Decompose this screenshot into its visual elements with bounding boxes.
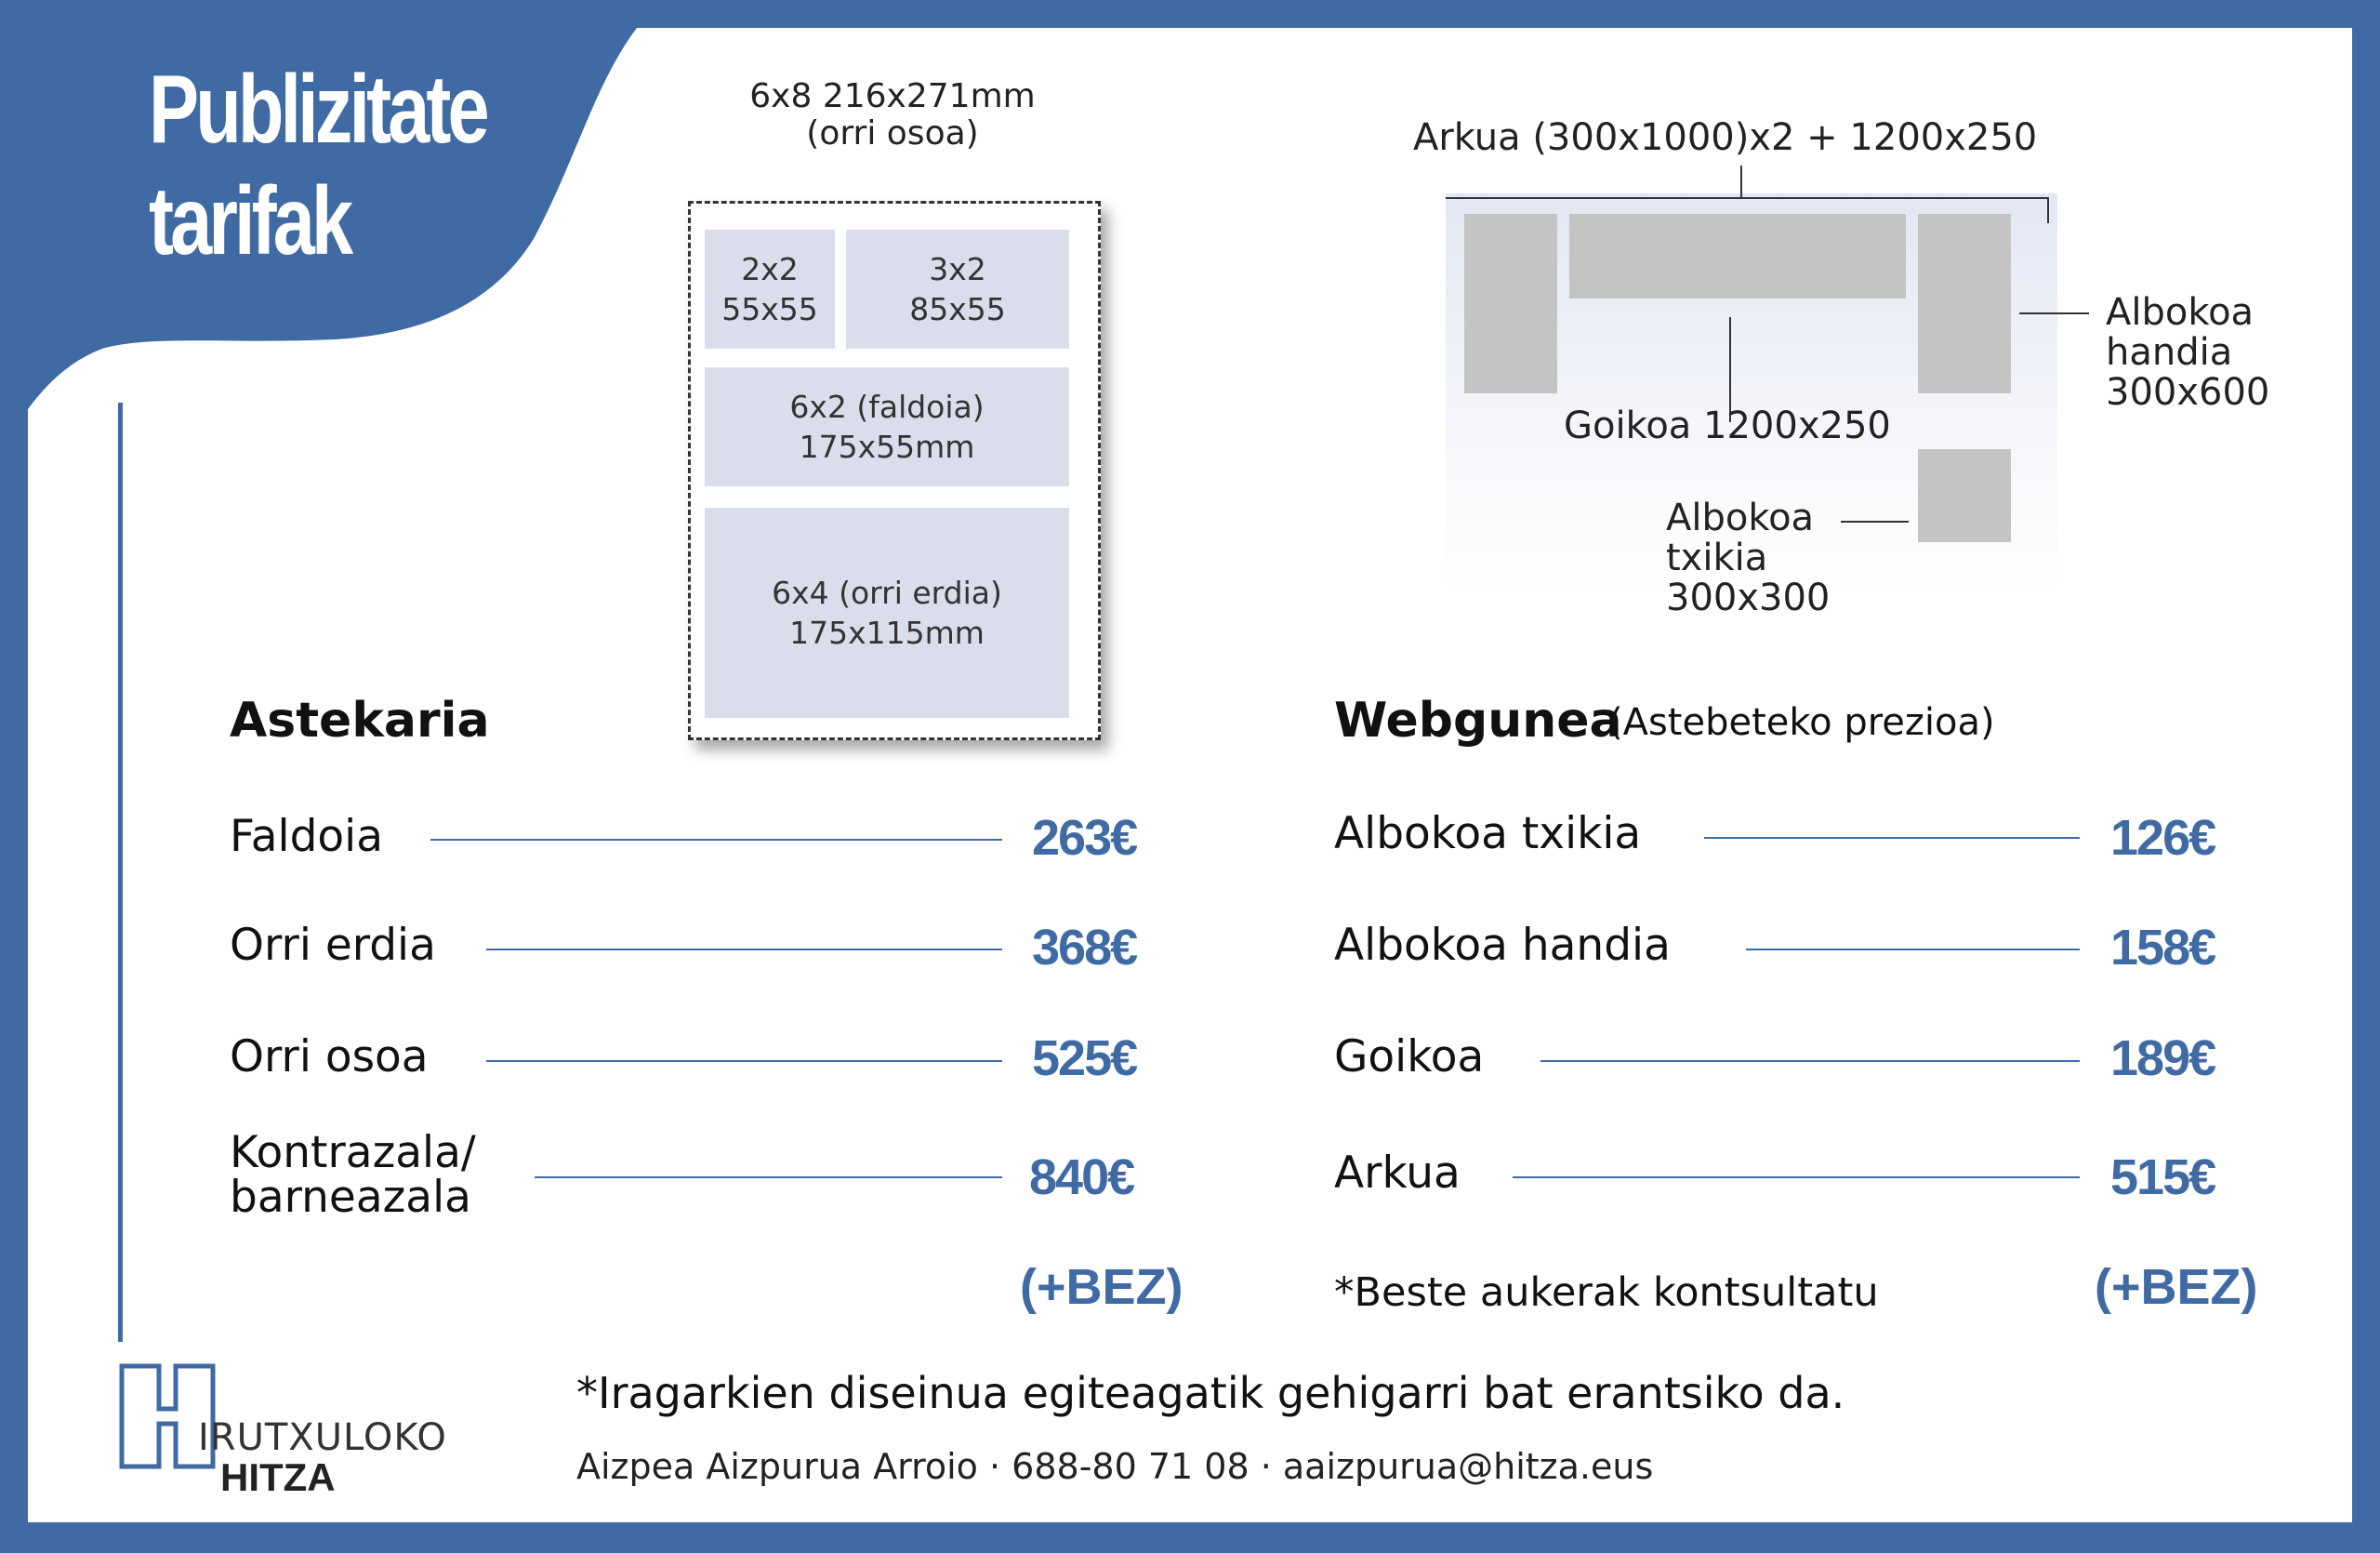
box-3x2	[846, 230, 1069, 349]
txikia-pointer	[1841, 521, 1909, 523]
astekaria-title: Astekaria	[230, 693, 490, 749]
astekaria-row-leader	[486, 949, 1002, 950]
webgunea-row-label: Albokoa txikia	[1334, 808, 1642, 859]
sheet-label-size: 6x8 216x271mm	[749, 77, 1036, 115]
page-title-line-1: Publizitate	[149, 56, 486, 164]
astekaria-row-price: 525€	[1032, 1030, 1137, 1086]
hitza-logo	[118, 1362, 447, 1499]
box-6x2-faldoia	[705, 367, 1069, 486]
astekaria-row-label: Faldoia	[230, 811, 384, 862]
box-2x2	[705, 230, 835, 349]
txikia-label-3: 300x300	[1666, 577, 1831, 619]
webgunea-vat: (+BEZ)	[2095, 1259, 2258, 1315]
arkua-bracket-right	[2047, 197, 2049, 223]
price-sheet	[28, 28, 2352, 1522]
handia-label-3: 300x600	[2106, 371, 2270, 414]
webgunea-row-label: Albokoa handia	[1334, 920, 1671, 971]
webgunea-row-price: 158€	[2110, 920, 2215, 976]
webgunea-row-price: 515€	[2110, 1149, 2215, 1205]
box-2x2-size: 55x55	[721, 291, 818, 327]
webgunea-title: Webgunea	[1334, 693, 1622, 749]
webgunea-row-leader	[1513, 1176, 2080, 1178]
astekaria-row-label: Orri osoa	[230, 1031, 429, 1082]
goikoa-label: Goikoa 1200x250	[1564, 405, 1891, 447]
web-small-square	[1918, 449, 2011, 542]
box-6x4-label: 6x4 (orri erdia)	[772, 575, 1002, 611]
webgunea-subtitle: (Astebeteko prezioa)	[1608, 701, 1995, 744]
box-6x2-size: 175x55mm	[799, 429, 975, 465]
arkua-bracket-stem	[1740, 166, 1742, 198]
box-3x2-size: 85x55	[909, 291, 1006, 327]
webgunea-note: *Beste aukerak kontsultatu	[1334, 1269, 1879, 1316]
webgunea-row-label: Goikoa	[1334, 1031, 1485, 1082]
box-3x2-label: 3x2	[929, 251, 986, 287]
web-right-skyscraper	[1918, 214, 2011, 393]
txikia-label-1: Albokoa	[1666, 497, 1815, 539]
handia-label-2: handia	[2106, 331, 2233, 374]
box-6x2-label: 6x2 (faldoia)	[789, 389, 985, 425]
webgunea-row-price: 126€	[2110, 810, 2215, 866]
txikia-label-2: txikia	[1666, 537, 1768, 579]
handia-pointer	[2019, 312, 2089, 314]
full-page-diagram	[688, 201, 1101, 740]
page-title-line-2: tarifak	[149, 167, 350, 275]
box-6x4-size: 175x115mm	[789, 615, 985, 651]
sheet-label-type: (orri osoa)	[806, 114, 979, 153]
box-6x4-orri-erdia	[705, 508, 1069, 718]
webgunea-row-leader	[1746, 949, 2080, 950]
astekaria-row-price: 840€	[1029, 1149, 1134, 1205]
left-accent-bar	[118, 403, 123, 1342]
astekaria-row-label-2: barneazala	[230, 1172, 471, 1223]
astekaria-row-leader	[486, 1060, 1002, 1062]
astekaria-row-leader	[430, 839, 1002, 841]
webgunea-row-leader	[1540, 1060, 2080, 1062]
webgunea-row-label: Arkua	[1334, 1148, 1461, 1199]
arkua-bracket-top	[1446, 197, 2048, 199]
astekaria-row-leader	[535, 1176, 1002, 1178]
logo-text-irutxuloko: IRUTXULOKO	[198, 1416, 447, 1459]
handia-label-1: Albokoa	[2106, 291, 2254, 334]
arkua-label: Arkua (300x1000)x2 + 1200x250	[1413, 116, 2038, 159]
web-top-banner	[1569, 214, 1906, 299]
design-fee-note: *Iragarkien diseinua egiteagatik gehigarri bat erantsiko da.	[576, 1368, 1845, 1418]
astekaria-row-label: Orri erdia	[230, 920, 436, 971]
astekaria-row-price: 263€	[1032, 810, 1137, 866]
astekaria-row-price: 368€	[1032, 920, 1137, 976]
astekaria-row-label: Kontrazala/	[230, 1127, 476, 1178]
contact-info: Aizpea Aizpurua Arroio · 688-80 71 08 · aaizpurua@hitza.eus	[576, 1446, 1654, 1487]
web-left-skyscraper	[1464, 214, 1557, 393]
astekaria-vat: (+BEZ)	[1020, 1259, 1183, 1315]
webgunea-row-leader	[1704, 837, 2080, 839]
webgunea-row-price: 189€	[2110, 1030, 2215, 1086]
logo-text-hitza: HITZA	[220, 1455, 336, 1499]
box-2x2-label: 2x2	[741, 251, 799, 287]
